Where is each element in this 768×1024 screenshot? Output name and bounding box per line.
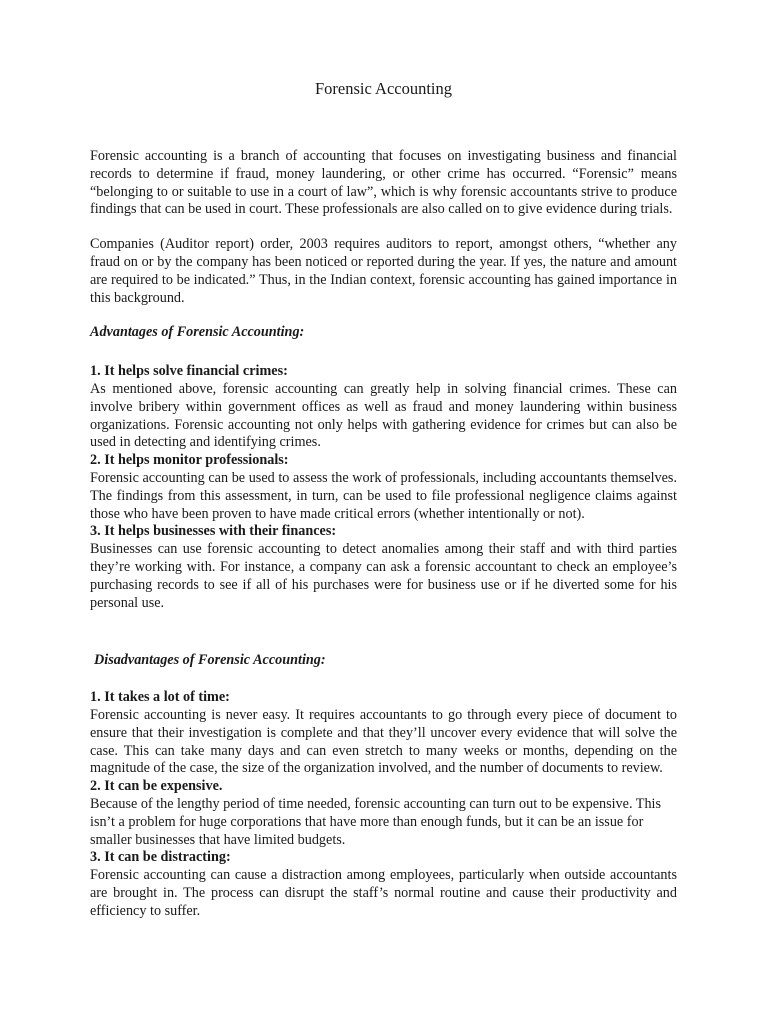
disadvantage-2-title: 2. It can be expensive.	[90, 778, 223, 795]
intro-paragraph-2: Companies (Auditor report) order, 2003 requires auditors to report, amongst others, “whether any fraud on or by the company has been noticed or reported during the year. If yes, the nature and amount are required to be indicated.” Thus, in the Indian context, forensic accounting has gained importance in this background.	[90, 236, 677, 306]
advantages-list	[90, 363, 677, 612]
disadvantage-1-title: 1. It takes a lot of time:	[90, 689, 230, 706]
advantage-2-text: Forensic accounting can be used to assess the work of professionals, including accountants themselves. The findings from this assessment, in turn, can be used to file professional negligence claims against those who have been proven to have made critical errors (whether intentionally or not).	[90, 469, 677, 522]
advantage-2-title: 2. It helps monitor professionals:	[90, 452, 289, 469]
advantage-1-title: 1. It helps solve financial crimes:	[90, 363, 288, 380]
disadvantages-list	[90, 689, 677, 920]
document-title: Forensic Accounting	[314, 79, 453, 98]
disadvantages-heading: Disadvantages of Forensic Accounting:	[94, 652, 326, 669]
disadvantage-3-title: 3. It can be distracting:	[90, 849, 231, 866]
advantage-3-title: 3. It helps businesses with their finances:	[90, 523, 337, 540]
advantage-1-text: As mentioned above, forensic accounting can greatly help in solving financial crimes. These can involve bribery within government offices as well as fraud and money laundering within business organizations. Forensic accounting not only helps with gathering evidence for crimes but can also be used in detecting and identifying crimes.	[90, 380, 677, 451]
advantage-3-text: Businesses can use forensic accounting to detect anomalies among their staff and with third parties they’re working with. For instance, a company can ask a forensic accountant to check an employee’s purchasing records to see if all of his purchases were for business use or if he diverted some for his personal use.	[90, 541, 677, 611]
disadvantage-3-text: Forensic accounting can cause a distraction among employees, particularly when outside accountants are brought in. The process can disrupt the staff’s normal routine and cause their productivity and efficiency to suffer.	[90, 867, 677, 919]
intro-paragraph-1: Forensic accounting is a branch of accounting that focuses on investigating business and financial records to determine if fraud, money laundering, or other crime has occurred. “Forensic” means “belonging to or suitable to use in a court of law”, which is why forensic accountants strive to produce findings that can be used in court. These professionals are also called on to give evidence during trials.	[90, 148, 677, 218]
advantages-heading: Advantages of Forensic Accounting:	[90, 324, 305, 341]
document-page	[90, 78, 677, 920]
disadvantage-2-text: Because of the lengthy period of time needed, forensic accounting can turn out to be expensive. This isn’t a problem for huge corporations that have more than enough funds, but it can be an issue for smaller businesses that have limited budgets.	[90, 795, 661, 848]
disadvantage-1-text: Forensic accounting is never easy. It requires accountants to go through every piece of document to ensure that their investigation is complete and that they’ll uncover every evidence that will solve the case. This can take many days and can even stretch to many weeks or months, depending on the magnitude of the case, the size of the organization involved, and the number of documents to review.	[90, 706, 677, 777]
